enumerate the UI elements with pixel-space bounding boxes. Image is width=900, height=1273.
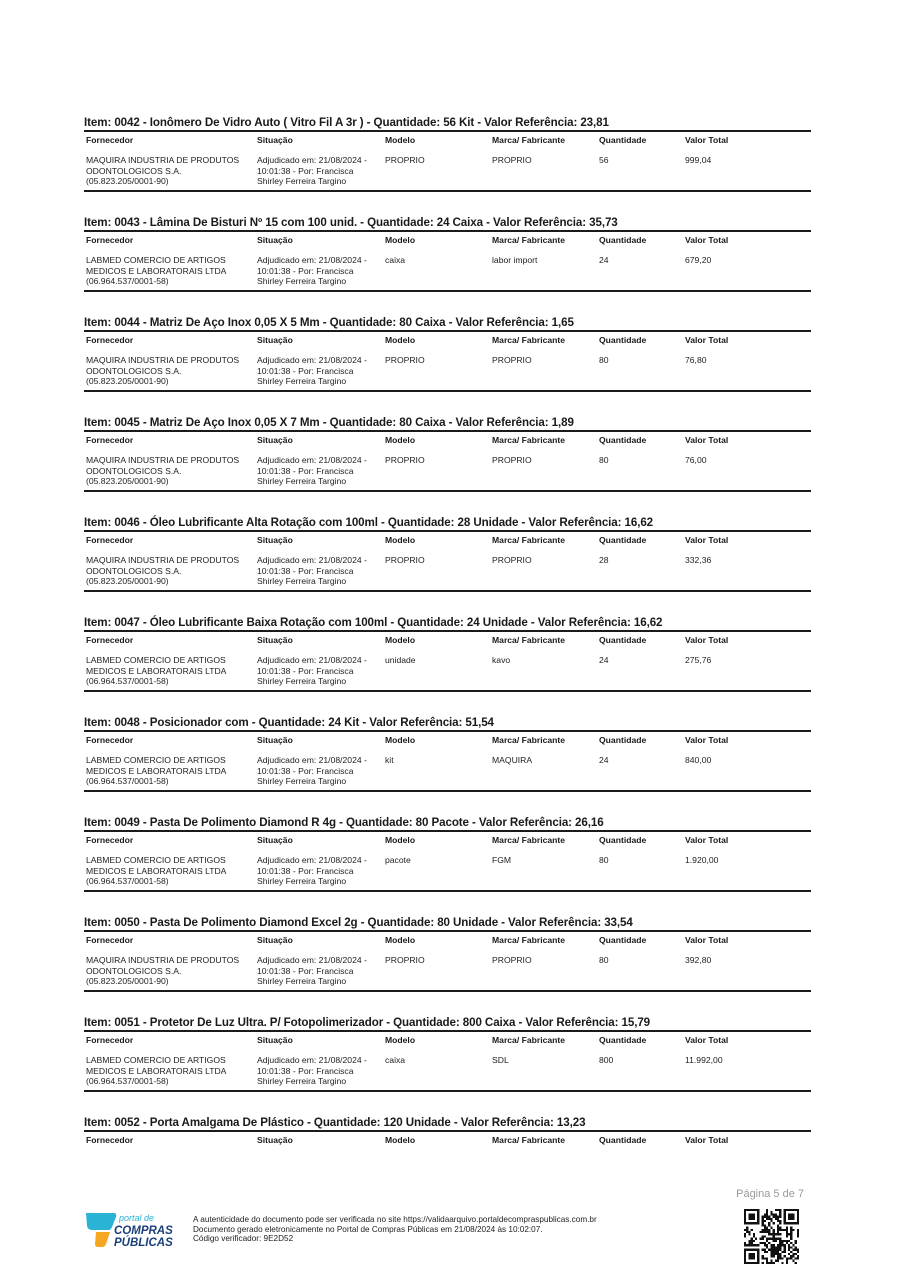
col-header-quantidade: Quantidade — [599, 535, 647, 545]
item-block — [84, 715, 811, 815]
item-bottom-rule — [84, 1090, 811, 1092]
col-header-fornecedor: Fornecedor — [86, 1135, 134, 1145]
cell-quantidade: 80 — [599, 455, 609, 465]
item-block — [84, 1015, 811, 1115]
col-header-fornecedor: Fornecedor — [86, 835, 134, 845]
item-title: Item: 0049 - Pasta De Polimento Diamond R 4g - Quantidade: 80 Pacote - Valor Referência: 26,16 — [84, 816, 604, 829]
item-block — [84, 1115, 811, 1155]
cell-fornecedor: MAQUIRA INDUSTRIA DE PRODUTOS ODONTOLOGICOS S.A. (05.823.205/0001-90) — [86, 555, 240, 586]
cell-modelo: unidade — [385, 655, 416, 665]
svg-text:COMPRAS: COMPRAS — [114, 1225, 173, 1237]
cell-valor-total: 275,76 — [685, 655, 712, 665]
col-header-marca: Marca/ Fabricante — [492, 635, 566, 645]
cell-quantidade: 80 — [599, 955, 609, 965]
col-header-valor-total: Valor Total — [685, 1135, 729, 1145]
cell-quantidade: 80 — [599, 855, 609, 865]
col-header-fornecedor: Fornecedor — [86, 135, 134, 145]
col-header-modelo: Modelo — [385, 635, 416, 645]
table-row — [84, 1049, 811, 1087]
col-header-modelo: Modelo — [385, 235, 416, 245]
cell-quantidade: 24 — [599, 755, 609, 765]
table-header-row — [84, 832, 811, 849]
col-header-valor-total: Valor Total — [685, 235, 729, 245]
cell-marca: FGM — [492, 855, 512, 865]
cell-marca: PROPRIO — [492, 955, 532, 965]
item-title: Item: 0048 - Posicionador com - Quantidade: 24 Kit - Valor Referência: 51,54 — [84, 716, 494, 729]
cell-situacao: Adjudicado em: 21/08/2024 - 10:01:38 - Por: Francisca Shirley Ferreira Targino — [257, 355, 367, 386]
col-header-situacao: Situação — [257, 835, 293, 845]
cell-marca: kavo — [492, 655, 511, 665]
cell-fornecedor: LABMED COMERCIO DE ARTIGOS MEDICOS E LABORATORAIS LTDA (06.964.537/0001-58) — [86, 755, 227, 786]
table-row — [84, 749, 811, 787]
col-header-marca: Marca/ Fabricante — [492, 535, 566, 545]
col-header-situacao: Situação — [257, 1135, 293, 1145]
cell-quantidade: 28 — [599, 555, 609, 565]
col-header-situacao: Situação — [257, 135, 293, 145]
col-header-fornecedor: Fornecedor — [86, 535, 134, 545]
table-header-row — [84, 332, 811, 349]
cell-marca: PROPRIO — [492, 555, 532, 565]
col-header-modelo: Modelo — [385, 835, 416, 845]
col-header-quantidade: Quantidade — [599, 335, 647, 345]
item-title: Item: 0050 - Pasta De Polimento Diamond Excel 2g - Quantidade: 80 Unidade - Valor Referência: 33,54 — [84, 916, 633, 929]
table-row — [84, 449, 811, 487]
item-bottom-rule — [84, 690, 811, 692]
col-header-quantidade: Quantidade — [599, 735, 647, 745]
col-header-modelo: Modelo — [385, 135, 416, 145]
item-bottom-rule — [84, 290, 811, 292]
col-header-valor-total: Valor Total — [685, 835, 729, 845]
col-header-valor-total: Valor Total — [685, 935, 729, 945]
item-block — [84, 815, 811, 915]
cell-fornecedor: LABMED COMERCIO DE ARTIGOS MEDICOS E LABORATORAIS LTDA (06.964.537/0001-58) — [86, 855, 227, 886]
col-header-marca: Marca/ Fabricante — [492, 1135, 566, 1145]
cell-fornecedor: MAQUIRA INDUSTRIA DE PRODUTOS ODONTOLOGICOS S.A. (05.823.205/0001-90) — [86, 155, 240, 186]
item-bottom-rule — [84, 590, 811, 592]
col-header-modelo: Modelo — [385, 1135, 416, 1145]
item-title: Item: 0042 - Ionômero De Vidro Auto ( Vitro Fil A 3r ) - Quantidade: 56 Kit - Valor Referência: 23,81 — [84, 116, 609, 129]
table-header-row — [84, 732, 811, 749]
cell-quantidade: 80 — [599, 355, 609, 365]
cell-valor-total: 11.992,00 — [685, 1055, 723, 1065]
col-header-situacao: Situação — [257, 335, 293, 345]
col-header-situacao: Situação — [257, 535, 293, 545]
cell-modelo: PROPRIO — [385, 155, 425, 165]
col-header-situacao: Situação — [257, 635, 293, 645]
item-block — [84, 315, 811, 415]
cell-valor-total: 840,00 — [685, 755, 712, 765]
cell-valor-total: 76,00 — [685, 455, 707, 465]
col-header-quantidade: Quantidade — [599, 235, 647, 245]
col-header-quantidade: Quantidade — [599, 135, 647, 145]
cell-modelo: pacote — [385, 855, 411, 865]
cell-fornecedor: LABMED COMERCIO DE ARTIGOS MEDICOS E LABORATORAIS LTDA (06.964.537/0001-58) — [86, 1055, 227, 1086]
col-header-modelo: Modelo — [385, 935, 416, 945]
cell-valor-total: 999,04 — [685, 155, 712, 165]
cell-quantidade: 24 — [599, 255, 609, 265]
cell-situacao: Adjudicado em: 21/08/2024 - 10:01:38 - Por: Francisca Shirley Ferreira Targino — [257, 455, 367, 486]
footer-line-generated: Documento gerado eletronicamente no Portal de Compras Públicas em 21/08/2024 às 10:02:07. — [193, 1224, 543, 1234]
col-header-modelo: Modelo — [385, 335, 416, 345]
table-row — [84, 649, 811, 687]
col-header-valor-total: Valor Total — [685, 535, 729, 545]
items-list — [84, 115, 811, 1155]
cell-marca: PROPRIO — [492, 155, 532, 165]
item-block — [84, 515, 811, 615]
table-row — [84, 149, 811, 187]
col-header-quantidade: Quantidade — [599, 935, 647, 945]
table-row — [84, 949, 811, 987]
item-block — [84, 115, 811, 215]
cell-valor-total: 1.920,00 — [685, 855, 719, 865]
col-header-valor-total: Valor Total — [685, 1035, 729, 1045]
cell-situacao: Adjudicado em: 21/08/2024 - 10:01:38 - Por: Francisca Shirley Ferreira Targino — [257, 655, 367, 686]
cell-fornecedor: MAQUIRA INDUSTRIA DE PRODUTOS ODONTOLOGICOS S.A. (05.823.205/0001-90) — [86, 455, 240, 486]
table-row — [84, 549, 811, 587]
cell-fornecedor: MAQUIRA INDUSTRIA DE PRODUTOS ODONTOLOGICOS S.A. (05.823.205/0001-90) — [86, 355, 240, 386]
col-header-fornecedor: Fornecedor — [86, 335, 134, 345]
table-header-row — [84, 1132, 811, 1149]
col-header-valor-total: Valor Total — [685, 735, 729, 745]
table-header-row — [84, 432, 811, 449]
cell-marca: labor import — [492, 255, 538, 265]
cell-marca: SDL — [492, 1055, 509, 1065]
page-number: Página 5 de 7 — [736, 1188, 804, 1200]
col-header-marca: Marca/ Fabricante — [492, 235, 566, 245]
svg-text:portal de: portal de — [119, 1213, 155, 1223]
footer-line-authenticity: A autenticidade do documento pode ser verificada no site https://validaarquivo.portaldecompraspublicas.com.br — [193, 1215, 597, 1224]
cell-valor-total: 76,80 — [685, 355, 707, 365]
col-header-situacao: Situação — [257, 435, 293, 445]
footer-text — [193, 1215, 597, 1244]
cell-valor-total: 392,80 — [685, 955, 712, 965]
item-bottom-rule — [84, 190, 811, 192]
table-header-row — [84, 132, 811, 149]
col-header-valor-total: Valor Total — [685, 335, 729, 345]
cell-situacao: Adjudicado em: 21/08/2024 - 10:01:38 - Por: Francisca Shirley Ferreira Targino — [257, 755, 367, 786]
item-title: Item: 0045 - Matriz De Aço Inox 0,05 X 7 Mm - Quantidade: 80 Caixa - Valor Referência: 1,89 — [84, 416, 574, 429]
cell-quantidade: 56 — [599, 155, 609, 165]
cell-fornecedor: MAQUIRA INDUSTRIA DE PRODUTOS ODONTOLOGICOS S.A. (05.823.205/0001-90) — [86, 955, 240, 986]
col-header-marca: Marca/ Fabricante — [492, 935, 566, 945]
col-header-modelo: Modelo — [385, 435, 416, 445]
item-title: Item: 0051 - Protetor De Luz Ultra. P/ Fotopolimerizador - Quantidade: 800 Caixa - Valor Referência: 15,79 — [84, 1016, 651, 1029]
col-header-fornecedor: Fornecedor — [86, 635, 134, 645]
cell-situacao: Adjudicado em: 21/08/2024 - 10:01:38 - Por: Francisca Shirley Ferreira Targino — [257, 855, 367, 886]
col-header-marca: Marca/ Fabricante — [492, 435, 566, 445]
cell-fornecedor: LABMED COMERCIO DE ARTIGOS MEDICOS E LABORATORAIS LTDA (06.964.537/0001-58) — [86, 255, 227, 286]
cell-situacao: Adjudicado em: 21/08/2024 - 10:01:38 - Por: Francisca Shirley Ferreira Targino — [257, 255, 367, 286]
cell-fornecedor: LABMED COMERCIO DE ARTIGOS MEDICOS E LABORATORAIS LTDA (06.964.537/0001-58) — [86, 655, 227, 686]
item-title: Item: 0052 - Porta Amalgama De Plástico - Quantidade: 120 Unidade - Valor Referência: 13,23 — [84, 1116, 586, 1129]
cell-marca: MAQUIRA — [492, 755, 533, 765]
col-header-fornecedor: Fornecedor — [86, 935, 134, 945]
col-header-marca: Marca/ Fabricante — [492, 135, 566, 145]
col-header-valor-total: Valor Total — [685, 435, 729, 445]
table-row — [84, 249, 811, 287]
item-block — [84, 915, 811, 1015]
col-header-quantidade: Quantidade — [599, 1135, 647, 1145]
cell-modelo: PROPRIO — [385, 555, 425, 565]
cell-valor-total: 332,36 — [685, 555, 712, 565]
cell-valor-total: 679,20 — [685, 255, 712, 265]
col-header-marca: Marca/ Fabricante — [492, 1035, 566, 1045]
item-block — [84, 415, 811, 515]
footer-line-code: Código verificador: 9E2D52 — [193, 1234, 294, 1244]
col-header-fornecedor: Fornecedor — [86, 235, 134, 245]
col-header-quantidade: Quantidade — [599, 635, 647, 645]
cell-quantidade: 24 — [599, 655, 609, 665]
item-title: Item: 0046 - Óleo Lubrificante Alta Rotação com 100ml - Quantidade: 28 Unidade - Valor Referência: 16,62 — [84, 516, 654, 529]
col-header-modelo: Modelo — [385, 735, 416, 745]
col-header-situacao: Situação — [257, 1035, 293, 1045]
table-header-row — [84, 1032, 811, 1049]
item-bottom-rule — [84, 890, 811, 892]
item-bottom-rule — [84, 490, 811, 492]
svg-text:PÚBLICAS: PÚBLICAS — [114, 1237, 173, 1249]
item-title: Item: 0043 - Lâmina De Bisturi Nº 15 com 100 unid. - Quantidade: 24 Caixa - Valor Referência: 35,73 — [84, 216, 618, 229]
col-header-marca: Marca/ Fabricante — [492, 735, 566, 745]
col-header-modelo: Modelo — [385, 1035, 416, 1045]
col-header-fornecedor: Fornecedor — [86, 435, 134, 445]
table-header-row — [84, 632, 811, 649]
col-header-marca: Marca/ Fabricante — [492, 835, 566, 845]
cell-modelo: PROPRIO — [385, 455, 425, 465]
qr-code-icon — [744, 1209, 799, 1264]
cell-situacao: Adjudicado em: 21/08/2024 - 10:01:38 - Por: Francisca Shirley Ferreira Targino — [257, 555, 367, 586]
col-header-valor-total: Valor Total — [685, 635, 729, 645]
col-header-quantidade: Quantidade — [599, 835, 647, 845]
cell-marca: PROPRIO — [492, 355, 532, 365]
cell-situacao: Adjudicado em: 21/08/2024 - 10:01:38 - Por: Francisca Shirley Ferreira Targino — [257, 1055, 367, 1086]
col-header-quantidade: Quantidade — [599, 435, 647, 445]
col-header-fornecedor: Fornecedor — [86, 735, 134, 745]
cell-modelo: caixa — [385, 255, 406, 265]
cell-modelo: kit — [385, 755, 394, 765]
table-row — [84, 349, 811, 387]
item-title: Item: 0047 - Óleo Lubrificante Baixa Rotação com 100ml - Quantidade: 24 Unidade - Valor Referência: 16,62 — [84, 616, 663, 629]
cell-modelo: PROPRIO — [385, 955, 425, 965]
cell-modelo: PROPRIO — [385, 355, 425, 365]
col-header-valor-total: Valor Total — [685, 135, 729, 145]
col-header-situacao: Situação — [257, 735, 293, 745]
cell-situacao: Adjudicado em: 21/08/2024 - 10:01:38 - Por: Francisca Shirley Ferreira Targino — [257, 955, 367, 986]
item-block — [84, 215, 811, 315]
cell-marca: PROPRIO — [492, 455, 532, 465]
cell-situacao: Adjudicado em: 21/08/2024 - 10:01:38 - Por: Francisca Shirley Ferreira Targino — [257, 155, 367, 186]
col-header-quantidade: Quantidade — [599, 1035, 647, 1045]
item-bottom-rule — [84, 790, 811, 792]
table-header-row — [84, 932, 811, 949]
col-header-fornecedor: Fornecedor — [86, 1035, 134, 1045]
item-bottom-rule — [84, 390, 811, 392]
item-bottom-rule — [84, 990, 811, 992]
cell-quantidade: 800 — [599, 1055, 614, 1065]
cell-modelo: caixa — [385, 1055, 406, 1065]
col-header-modelo: Modelo — [385, 535, 416, 545]
col-header-situacao: Situação — [257, 235, 293, 245]
table-header-row — [84, 532, 811, 549]
table-header-row — [84, 232, 811, 249]
col-header-marca: Marca/ Fabricante — [492, 335, 566, 345]
item-title: Item: 0044 - Matriz De Aço Inox 0,05 X 5 Mm - Quantidade: 80 Caixa - Valor Referência: 1,65 — [84, 316, 574, 329]
item-block — [84, 615, 811, 715]
table-row — [84, 849, 811, 887]
portal-compras-publicas-logo — [84, 1210, 188, 1250]
col-header-situacao: Situação — [257, 935, 293, 945]
